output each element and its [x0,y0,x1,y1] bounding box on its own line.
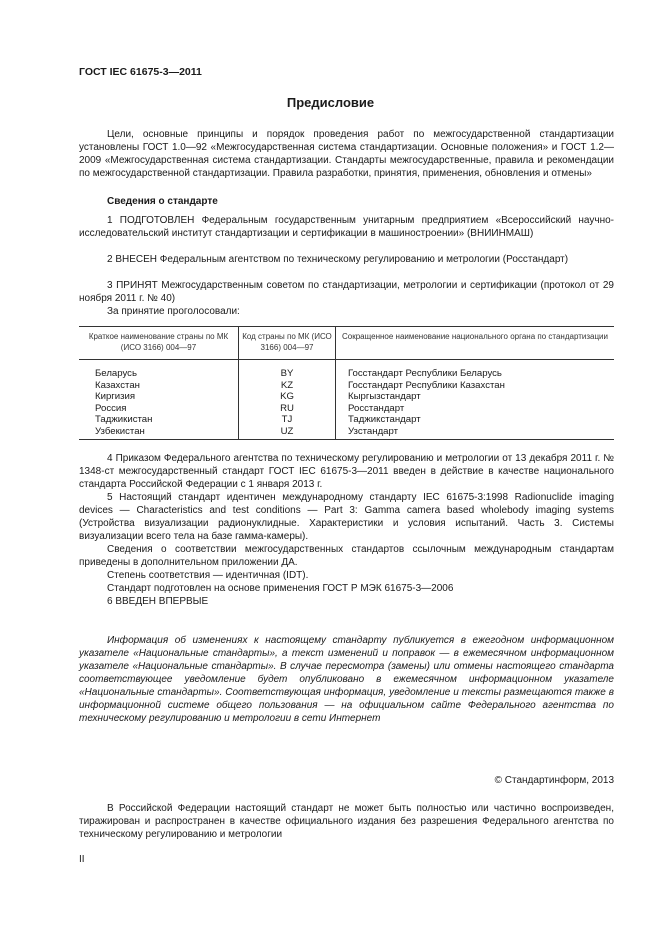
country-cell: Казахстан [79,380,239,392]
body-cell: Госстандарт Республики Казахстан [348,379,505,391]
rights-paragraph: В Российской Федерации настоящий стандарт не может быть полностью или частично воспроизведен, тиражирован и распространен в качестве официального издания без разрешения Федерального агентства по техническому регулированию и метрологии [79,803,614,840]
item-6-paragraph: 6 ВВЕДЕН ВПЕРВЫЕ [107,596,209,607]
table-row [79,403,614,415]
body-cell: Узстандарт [336,426,615,439]
table-row [79,426,614,439]
table-header-code: Код страны по МК (ИСО 3166) 004—97 [239,327,336,360]
table-header-country: Краткое наименование страны по МК (ИСО 3166) 004—97 [79,327,239,360]
country-cell: Киргизия [79,391,239,403]
item-5-refs-paragraph: Сведения о соответствии межгосударственных стандартов ссылочным международным стандартам приведены в дополнительном приложении ДА. [79,544,614,568]
table-row [79,391,614,403]
copyright-line: © Стандартинформ, 2013 [494,775,614,786]
item-2-paragraph: 2 ВНЕСЕН Федеральным агентством по техническому регулированию и метрологии (Росстандарт) [107,254,569,265]
voted-label: За принятие проголосовали: [107,306,240,317]
notice-paragraph: Информация об изменениях к настоящему стандарту публикуется в ежегодном информационном указателе «Национальные стандарты», а текст изменений и поправок — в ежемесячном информационном указателе «Национальные стандарты». В случае пересмотра (замены) или отмены настоящего стандарта соответствующее уведомление будет опубликовано в ежемесячном информационном указателе «Национальные стандарты». Соответствующая информация, уведомление и тексты размещаются также в информационной системе общего пользования — на официальном сайте Федерального агентства по техническому регулированию и метрологии в сети Интернет [79,635,614,724]
page-title: Предисловие [286,95,375,110]
code-cell: TJ [239,414,336,426]
table-row [79,380,614,392]
item-5-paragraph: 5 Настоящий стандарт идентичен международному стандарту IEC 61675-3:1998 Radionuclide imaging devices — Characteristics and test conditions — Part 3: Gamma camera based wholebody imaging systems (Устройства визуализации радионуклидные. Характеристики и условия испытаний. Часть 3. Системы визуализации всего тела на базе гамма-камеры). [79,492,614,542]
table-row [79,414,614,426]
body-cell: Кыргызстандарт [348,391,421,403]
body-cell: Госстандарт Республики Беларусь [348,368,502,379]
voting-table [79,326,614,440]
item-5-basis-paragraph: Стандарт подготовлен на основе применения ГОСТ Р МЭК 61675-3—2006 [107,583,454,594]
item-5-degree-paragraph: Степень соответствия — идентичная (IDT). [107,570,309,581]
info-heading: Сведения о стандарте [107,196,218,207]
item-1-paragraph: 1 ПОДГОТОВЛЕН Федеральным государственным унитарным предприятием «Всероссийский научно-исследовательский институт стандартизации и сертификации в машиностроении» (ВНИИНМАШ) [79,215,614,239]
intro-paragraph: Цели, основные принципы и порядок проведения работ по межгосударственной стандартизации установлены ГОСТ 1.0—92 «Межгосударственная система стандартизации. Основные положения» и ГОСТ 1.2—2009 «Межгосударственная система стандартизации. Стандарты межгосударственные, правила и рекомендации по межгосударственной стандартизации. Правила разработки, принятия, применения, обновления и отмены» [79,129,614,179]
country-cell: Таджикистан [79,414,239,426]
document-header: ГОСТ IEC 61675-3—2011 [79,66,202,78]
table-header-body: Сокращенное наименование национального органа по стандартизации [336,327,615,360]
country-cell: Беларусь [79,360,239,380]
country-cell: Узбекистан [79,426,239,439]
item-3-paragraph: 3 ПРИНЯТ Межгосударственным советом по стандартизации, метрологии и сертификации (протокол от 29 ноября 2011 г. № 40) [79,280,614,304]
code-cell: UZ [239,426,336,439]
code-cell: KZ [239,380,336,392]
page-number: II [79,854,85,865]
country-cell: Россия [79,403,239,415]
code-cell: RU [239,403,336,415]
code-cell: BY [239,360,336,380]
code-cell: KG [239,391,336,403]
table-row [79,360,614,380]
body-cell: Таджикстандарт [348,414,421,426]
body-cell: Росстандарт [348,402,405,414]
item-4-paragraph: 4 Приказом Федерального агентства по техническому регулированию и метрологии от 13 декабря 2011 г. № 1348-ст межгосударственный стандарт ГОСТ IEC 61675-3—2011 введен в действие в качестве национального стандарта Российской Федерации с 1 января 2013 г. [79,453,614,490]
table-header-row [79,327,614,360]
